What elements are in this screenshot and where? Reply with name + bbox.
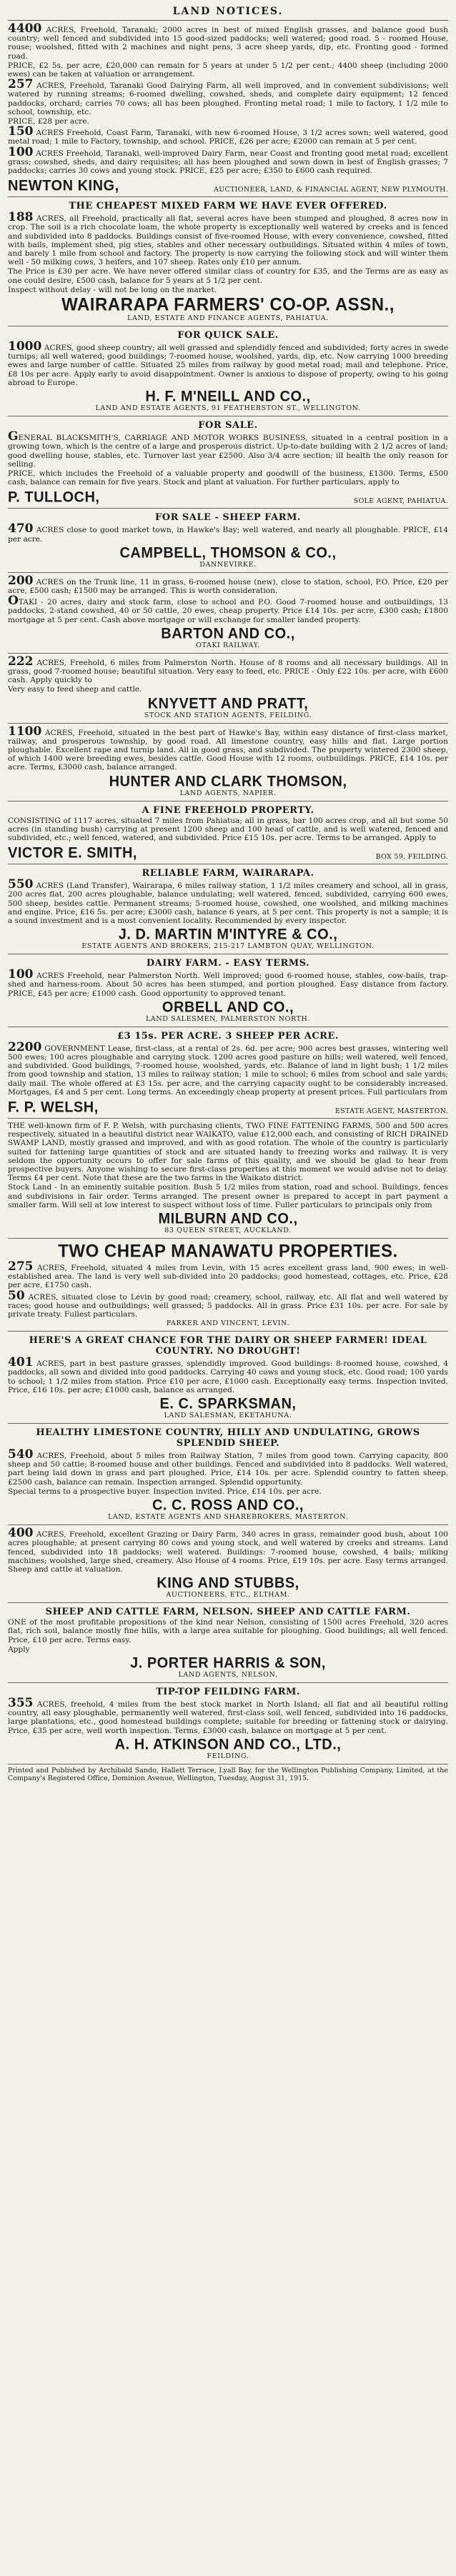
ad-text: ACRES Freehold, Coast Farm, Taranaki, with new 6-roomed House, 3 1/2 acres sown; well watered, good metal road; 1 mile to Factory, township, and school. PRICE, £26 per acre; £2000 can remain at 5 per cent. (8, 129, 448, 146)
ad-lead: 200 (8, 573, 34, 588)
ad-lead: 188 (8, 210, 34, 225)
land-notice (8, 1027, 448, 1119)
ad-heading: HEALTHY LIMESTONE COUNTRY, HILLY AND UNDULATING, GROWS SPLENDID SHEEP. (36, 1427, 420, 1449)
land-notice (8, 1603, 448, 1683)
ad-text: ACRES, situated close to Levin by good road; creamery, school, railway, etc. All flat and well watered by races; good house and outbuildings; well grassed; 5 paddocks. All in grass. Price £31 10s. per acre. For sale by private treaty. Fullest particulars. (8, 1292, 448, 1319)
ad-text: TAKI - 20 acres, dairy and stock farm, close to school and P.O. Good 7-roomed house and outbuildings, 13 paddocks, 2-stand cowshed, 40 or 50 cattle, 20 ewes, cheap property. Price £14 10s. per acre, £300 cash; £1800 mortgage at 5 per cent. Cash above mortgage or will exchange for smaller landed property. (8, 598, 448, 624)
land-notice (8, 1525, 448, 1603)
advertiser-address: LAND, ESTATE AND FINANCE AGENTS, PAHIATUA. (127, 314, 329, 323)
ad-text: ACRES close to good market town, in Hawke's Bay; well watered, and nearly all ploughable. PRICE, £14 per acre. (8, 526, 448, 544)
land-notice (8, 326, 448, 416)
ad-paragraph (8, 431, 448, 469)
advertiser-address: LAND AGENTS, NELSON. (178, 1670, 278, 1679)
ad-paragraph (8, 267, 448, 284)
land-notice (8, 197, 448, 326)
ad-text: ACRES, good sheep country; all well grassed and splendidly fenced and subdivided; forty acres in swede turnips; all well watered; good buildings; 7-roomed house, woolshed, yards, dip, etc. Now carrying 1000 breeding ewes and large number of cattle. Situated 25 miles from railway by good metal road; mail and telephone. Price, £8 10s per acre. Apply early to avoid disappointment. Owner is anxious to dispose of property, owing to his going abroad to Europe. (8, 344, 448, 387)
ad-lead: 550 (8, 877, 34, 892)
ad-text: CONSISTING of 1117 acres, situated 7 miles from Pahiatua; all in grass, bar 100 acres crop, and all but some 50 acres (in standing bush) carrying at present 1200 sheep and 100 head of cattle, and is well watered, fenced and subdivided, etc.; well fenced, watered, and subdivided. Price £15 10s. per acre. Terms to be arranged. Apply to (8, 816, 448, 842)
ad-heading: £3 15s. PER ACRE. 3 SHEEP PER ACRE. (117, 1030, 339, 1042)
advertiser-address: PARKER AND VINCENT, LEVIN. (166, 1319, 290, 1328)
imprint-footer: Printed and Published by Archibald Sando, Hallett Terrace, Lyall Bay, for the Wellington Publishing Company, Limited, at the Company's Registered Office, Dominion Avenue, Wellington, Tuesday, August 31, 1915. (8, 1766, 448, 1783)
ad-paragraph (8, 596, 448, 624)
land-notice (8, 1424, 448, 1525)
land-notice (8, 416, 448, 509)
land-notice (8, 573, 448, 654)
advertiser-name: WAIRARAPA FARMERS' CO-OP. ASSN., (61, 294, 395, 315)
ad-text: ACRES on the Trunk line, 11 in grass, 6-roomed house (new), close to station, school, P.O. Price, £20 per acre, £500 cash; £1500 may be arranged. This is worth consideration. (8, 577, 448, 595)
land-notice (8, 1683, 448, 1764)
land-notice (8, 724, 448, 802)
advertiser-address: FEILDING. (207, 1752, 249, 1760)
ad-lead: 222 (8, 654, 34, 669)
ad-text: ACRES, Freehold, situated in the best part of Hawke's Bay, within easy distance of first-class market, railway, and prosperous township, by good road. All limestone country, easy hills and flat. Large portion ploughable. Excellent rape and turnip land. All in good grass, and subdivided. The property wintered 2300 sheep, of which 1400 were breeding ewes, besides cattle. Good House with 12 rooms, outbuildings. PRICE, £14 10s. per acre. Terms, £3000 cash, balance arranged. (8, 728, 448, 772)
ad-text: ACRES, part in best pasture grasses, splendidly improved. Good buildings: 8-roomed house, cowshed, 4 paddocks, all sown and divided into good paddocks. Carrying 40 cows and young stock, etc. Good road; 100 yards to school; 1 1/2 miles from station. Price £10 per acre, £1000 cash. Exceptionally easy terms. Inspection invited. Price, £16 10s. per acre; £1000 cash, balance as arranged. (8, 1359, 448, 1394)
advertiser-address: LAND SALESMEN, PALMERSTON NORTH. (145, 1014, 311, 1023)
ad-text: ACRES, Freehold, 6 miles from Palmerston North. House of 8 rooms and all necessary buildings. All in grass, good 7-roomed house; beautiful situation. Very easy to feed, etc. PRICE - Only £22 10s. per acre, with £600 cash. Apply quickly to (8, 658, 448, 685)
ad-paragraph (8, 469, 448, 486)
advertiser-address: ESTATE AGENT, MASTERTON. (335, 1107, 448, 1116)
ad-lead: 2200 (8, 1039, 42, 1054)
advertiser-row (8, 1098, 448, 1115)
advertiser-name: BARTON AND CO., (161, 625, 295, 642)
ad-heading: A FINE FREEHOLD PROPERTY. (142, 804, 314, 816)
ad-text: ACRES, freehold, 4 miles from the best stock market in North Island; all flat and all beautiful rolling country, all easy ploughable, permanently well watered, first-class soil, well fenced, subdivided into 16 paddocks, large plantations, etc., good homestead buildings complete; suitable for breeding or fattening stock or dairying. Price, £35 per acre, well worth inspection. Terms, £3000 cash, balance on mortgage at 5 per cent. (8, 1699, 448, 1735)
ad-text: Special terms to a prospective buyer. Inspection invited. Price, £14 10s. per acre. (8, 1487, 322, 1496)
advertiser-name: MILBURN AND CO., (158, 1210, 298, 1227)
ad-lead: 50 (8, 1288, 25, 1303)
ad-paragraph (8, 879, 448, 925)
ad-paragraph (8, 117, 448, 126)
ad-lead: 540 (8, 1447, 34, 1462)
advertiser-address: OTAKI RAILWAY. (196, 641, 260, 649)
ad-text: ACRES, Freehold, Taranaki Good Dairying Farm, all well improved, and in convenient subdivisions; well watered by running streams; 6-roomed dwelling, cowshed, sheds, and complete dairy equipment; 12 fenced paddocks, orchard; carries 70 cows; all has been ploughed. Fronting metal road; 1 mile to factory, 1 1/2 mile to school, township, etc. (8, 81, 448, 116)
advertiser-address: LAND AGENTS, NAPIER. (179, 789, 277, 797)
ad-text: PRICE, which includes the Freehold of a valuable property and goodwill of the business, £1300. Terms, £500 cash, balance can remain for five years. Stock and plant at valuation. For further particulars, apply to (8, 469, 448, 487)
advertiser-address: LAND AND ESTATE AGENTS, 91 FEATHERSTON ST., WELLINGTON. (95, 404, 361, 413)
land-notice (8, 802, 448, 865)
ad-heading: FOR SALE - SHEEP FARM. (155, 512, 301, 524)
ad-heading: DAIRY FARM. - EASY TERMS. (146, 958, 310, 969)
advertiser-name: KING AND STUBBS, (157, 1574, 299, 1592)
ad-paragraph (8, 286, 448, 294)
ad-lead: 100 (8, 967, 34, 982)
ad-lead: 4400 (8, 21, 42, 36)
ad-paragraph (8, 724, 448, 772)
ad-text: ACRES, Freehold, excellent Grazing or Dairy Farm, 340 acres in grass, remainder good bush, about 100 acres ploughable; at present carrying 80 cows and young stock, and well watered by creeks and streams. Land fenced, subdivided into 18 paddocks; well watered. Buildings: 7-roomed house, cowshed, 4 bails; milking machines; woolshed, large shed, creamery. Also House of 4 rooms. Price, £19 10s. per acre. Easy terms arranged. Sheep and cattle at valuation. (8, 1530, 448, 1574)
ad-paragraph (8, 21, 448, 61)
ad-lead: G (8, 429, 19, 444)
ad-paragraph (8, 212, 448, 266)
advertiser-name: NEWTON KING, (8, 177, 119, 194)
ad-paragraph (8, 79, 448, 116)
land-notice (8, 654, 448, 724)
advertiser-heading (8, 1242, 448, 1261)
ad-text: Apply (8, 1644, 30, 1654)
land-notice (8, 21, 448, 197)
ad-text: ONE of the most profitable propositions of the kind near Nelson, consisting of 1500 acres Freehold, 320 acres flat, rich soil, balance mostly fine hills, with a large area suitable for ploughing. Good buildings; all well fenced. Price, £10 per acre. Terms easy. (8, 1618, 448, 1644)
ad-paragraph (8, 1487, 448, 1496)
ad-paragraph (8, 685, 448, 694)
ad-text: The Price is £30 per acre. We have never offered similar class of country for £35, and the Terms are as easy as one could desire, £500 cash, balance for 5 years at 5 1/2 per cent. (8, 267, 448, 285)
ad-heading: THE CHEAPEST MIXED FARM WE HAVE EVER OFFERED. (69, 201, 387, 212)
advertiser-name: HUNTER AND CLARK THOMSON, (109, 773, 347, 790)
ad-heading: FOR SALE. (198, 420, 258, 431)
ad-text: Inspect without delay - will not be long on the market. (8, 285, 217, 294)
ad-paragraph (8, 1259, 448, 1290)
ad-paragraph (8, 1357, 448, 1394)
ad-text: ACRES Freehold, Taranaki, well-improved Dairy Farm, near Coast and fronting good metal road; excellent grass; cowshed, sheds, and dairy requisites; all has been ploughed and sown down in best of English grasses; 7 paddocks; carries 30 cows and young stock. PRICE, £25 per acre; £350 to £600 cash required. (8, 149, 448, 176)
ad-text: Stock Land - In an eminently suitable position. Bush 5 1/2 miles from station, road and school. Buildings, fences and subdivisions in fair order. Terms arranged. The present owner is prepared to accept in part payment a smaller farm. Will sell at low interest to suspect without loss of time. Fuller particulars to principals only from (8, 1183, 448, 1209)
ad-lead: 1000 (8, 339, 42, 354)
land-notice (8, 954, 448, 1027)
ad-paragraph (8, 341, 448, 387)
land-notice (8, 1119, 448, 1239)
page-title: LAND NOTICES. (8, 4, 448, 21)
advertiser-address: 83 QUEEN STREET, AUCKLAND. (164, 1227, 292, 1235)
ad-text: ACRES, all Freehold, practically all flat, several acres have been stumped and ploughed, 8 acres now in crop. The soil is a rich chocolate loam, the whole property is exceptionally well watered by creeks and is fenced and subdivided into 8 paddocks. Buildings consist of five-roomed House, with every convenience, cowshed, fitted with bails, implement shed, pig sties, stables and other necessary outbuildings. Situated within 4 miles of town, and barely 1 mile from school and factory. The property is now carrying the following stock and will winter them well - 50 milking cows, 3 heifers, and 107 sheep. Rates only £10 per annum. (8, 214, 448, 267)
ad-paragraph (8, 573, 448, 595)
advertiser-name: H. F. M'NEILL AND CO., (145, 388, 311, 405)
ad-lead: TWO (58, 1241, 99, 1262)
advertiser-address: SOLE AGENT, PAHIATUA. (353, 497, 448, 506)
ad-lead: 150 (8, 124, 34, 139)
ad-paragraph (8, 1528, 448, 1574)
ad-lead: 100 (8, 144, 34, 159)
ad-text: ENERAL BLACKSMITH'S, CARRIAGE AND MOTOR WORKS BUSINESS, situated in a central position in a growing town, which is the centre of a large and prosperous district. Up-to-date building with 2 1/2 acres of land; good dwelling house, stables, etc. Turnover last year £2500. Also 3/4 acre section; ill health the only reason for selling. (8, 434, 448, 469)
ad-paragraph (8, 144, 448, 176)
advertiser-address: DANNEVIRKE. (199, 560, 257, 569)
land-notice (8, 1332, 448, 1424)
advertiser-address: AUCTIONEER, LAND, & FINANCIAL AGENT, NEW PLYMOUTH. (214, 186, 448, 194)
ad-paragraph (8, 126, 448, 146)
advertiser-name: E. C. SPARKSMAN, (159, 1395, 297, 1412)
ad-paragraph (8, 1695, 448, 1735)
advertiser-row (8, 176, 448, 194)
ad-paragraph (8, 1449, 448, 1487)
advertiser-name: F. P. WELSH, (8, 1099, 99, 1116)
advertiser-address: BOX 59, FEILDING. (375, 853, 448, 862)
ad-paragraph (8, 521, 448, 544)
advertiser-address: ESTATE AGENTS AND BROKERS, 215-217 LAMBTON QUAY, WELLINGTON. (81, 942, 375, 951)
ad-text: ACRES, Freehold, Taranaki; 2000 acres in best of mixed English grasses, and balance good bush country; well fenced and subdivided into 15 good-sized paddocks; well watered; good road. 5 - roomed House, rouse; woolshed, fitted with 2 machines and night pens, 3 acre sheep yards, dip, etc. Fronting good - formed road. (8, 26, 448, 61)
advertiser-name: VICTOR E. SMITH, (8, 844, 137, 862)
ad-lead: 275 (8, 1259, 34, 1274)
advertiser-name: KNYVETT AND PRATT, (147, 694, 309, 712)
ad-headline: CHEAP MANAWATU PROPERTIES. (104, 1241, 398, 1262)
ad-text: THE well-known firm of F. P. Welsh, with purchasing clients, TWO FINE FATTENING FARMS, 500 and 500 acres respectively, situated in a beautiful district near WAIKATO, value £12,000 each, and consisting of RICH DRAINED SWAMP LAND, mostly grassed and improved, and with as good rotation. The whole of the country is particularly suited for fattening large quantities of stock and are situated handy to freezing works and railway. It is very seldom the opportunity occurs to offer for sale farms of this quality, and we should be glad to hear from prospective buyers. Anyone wishing to secure first-class properties at this moment we would advise not to delay. Terms £4 per cent. Note that these are the two farms in the Waikato district. (8, 1122, 448, 1183)
ad-paragraph (8, 969, 448, 998)
ad-paragraph (8, 1618, 448, 1644)
ad-heading: TIP-TOP FEILDING FARM. (156, 1686, 300, 1697)
ad-lead: O (8, 594, 19, 609)
ad-lead: 470 (8, 521, 34, 536)
ad-text: Very easy to feed sheep and cattle. (8, 685, 142, 694)
land-notice (8, 864, 448, 954)
advertiser-name: ORBELL AND CO., (162, 999, 294, 1016)
ad-heading: SHEEP AND CATTLE FARM, NELSON. SHEEP AND CATTLE FARM. (45, 1607, 411, 1618)
advertiser-row (8, 844, 448, 861)
ad-paragraph (8, 61, 448, 79)
land-notice (8, 1239, 448, 1332)
ad-paragraph (8, 1183, 448, 1209)
ad-heading: HERE'S A GREAT CHANCE FOR THE DAIRY OR SHEEP FARMER! IDEAL COUNTRY. NO DROUGHT! (29, 1335, 427, 1357)
ad-lead: 400 (8, 1526, 34, 1541)
advertiser-name: J. PORTER HARRIS & SON, (130, 1654, 326, 1672)
advertiser-name: A. H. ATKINSON AND CO., LTD., (114, 1736, 342, 1753)
ad-text: PRICE, £28 per acre. (8, 117, 89, 126)
advertiser-name: CAMPBELL, THOMSON & CO., (119, 544, 337, 561)
ad-lead: 401 (8, 1355, 34, 1370)
advertiser-name: J. D. MARTIN M'INTYRE & CO., (118, 926, 338, 943)
ad-paragraph (8, 1288, 448, 1319)
land-notice (8, 509, 448, 572)
advertiser-name: P. TULLOCH, (8, 489, 100, 506)
advertiser-address: AUCTIONEERS, ETC., ELTHAM. (166, 1591, 290, 1599)
newspaper-page (8, 4, 448, 2567)
advertiser-address: LAND, ESTATE AGENTS AND SHAREBROKERS, MASTERTON. (107, 1513, 349, 1522)
ad-paragraph (8, 1039, 448, 1097)
ad-paragraph (8, 654, 448, 685)
ad-text: ACRES, Freehold, about 5 miles from Railway Station, 7 miles from good town. Carrying capacity, 800 sheep and 50 cattle; 8-roomed house and other buildings. Fenced and subdivided into 8 paddocks. Well watered, part being laid down in grass and part ploughed. Price, £14 10s. per acre. Splendid country to fatten sheep. £2500 cash, balance can remain. Inspection arranged. Splendid opportunity. (8, 1452, 448, 1487)
ad-paragraph (8, 1645, 448, 1654)
ad-heading: FOR QUICK SALE. (177, 330, 279, 341)
ad-lead: 355 (8, 1695, 34, 1710)
advertiser-address: STOCK AND STATION AGENTS, FEILDING. (144, 711, 312, 719)
ad-lead: 1100 (8, 724, 42, 739)
ad-heading: RELIABLE FARM, WAIRARAPA. (142, 868, 314, 879)
advertiser-name: C. C. ROSS AND CO., (152, 1497, 304, 1514)
ad-text: ACRES Freehold, near Palmerston North. Well improved; good 6-roomed house, stables, cow-bails, trap-shed and harness-room. About 50 acres has been stumped, and portion ploughed. Easy distance from factory. PRICE, £45 per acre; £1000 cash. Good opportunity to approved tenant. (8, 972, 448, 998)
ad-paragraph (8, 1122, 448, 1182)
advertiser-row (8, 488, 448, 505)
ad-lead: 257 (8, 77, 34, 92)
ad-text: PRICE, £2 5s. per acre, £20,000 can remain for 5 years at under 5 1/2 per cent.; 4400 sheep (including 2000 ewes) can be taken at valuation or arrangement. (8, 61, 448, 79)
ad-text: GOVERNMENT Lease, first-class, at a rental of 2s. 6d. per acre; 900 acres best grasses, wintering well 500 ewes; 100 acres ploughable and carrying stock. 1200 acres good pasture on hills; well watered, well fenced, and subdivided. Good buildings, 7-roomed house, woolshed, yards, etc. Balance of land in light bush; 1 1/2 miles from good township and station, 13 miles to railway station; 1 mile to school; 6 miles from school and sale yards; daily mail. The whole offered at £3 15s. per acre, and the carrying capacity ought to be considerably increased. Mortgages, £4 and 5 per cent. Long terms. An exceedingly cheap property at present prices. Full particulars from (8, 1044, 448, 1097)
ad-text: ACRES (Land Transfer), Wairarapa, 6 miles railway station, 1 1/2 miles creamery and school, all in grass, 200 acres flat, 200 acres ploughable, balance undulating; well watered, fenced, subdivided, carrying 600 ewes, 500 sheep, besides cattle. Permanent streams; 5-roomed house, cowshed, one woolshed, and milking machines and engine. Price, £16 5s. per acre; £3000 cash, balance 6 years, at 5 per cent. This property is not a sample; it is a sound investment and is a most convenient locality. Recommended by every inspector. (8, 882, 448, 925)
ad-paragraph (8, 817, 448, 843)
advertiser-address: LAND SALESMAN, EKETAHUNA. (164, 1412, 292, 1420)
ad-text: ACRES, Freehold, situated 4 miles from Levin, with 15 acres excellent grass land, 900 ewes; in well-established area. The land is very well sub-divided into 20 paddocks; good homestead, cottages, etc. Price, £28 per acre, £1750 cash. (8, 1264, 448, 1290)
